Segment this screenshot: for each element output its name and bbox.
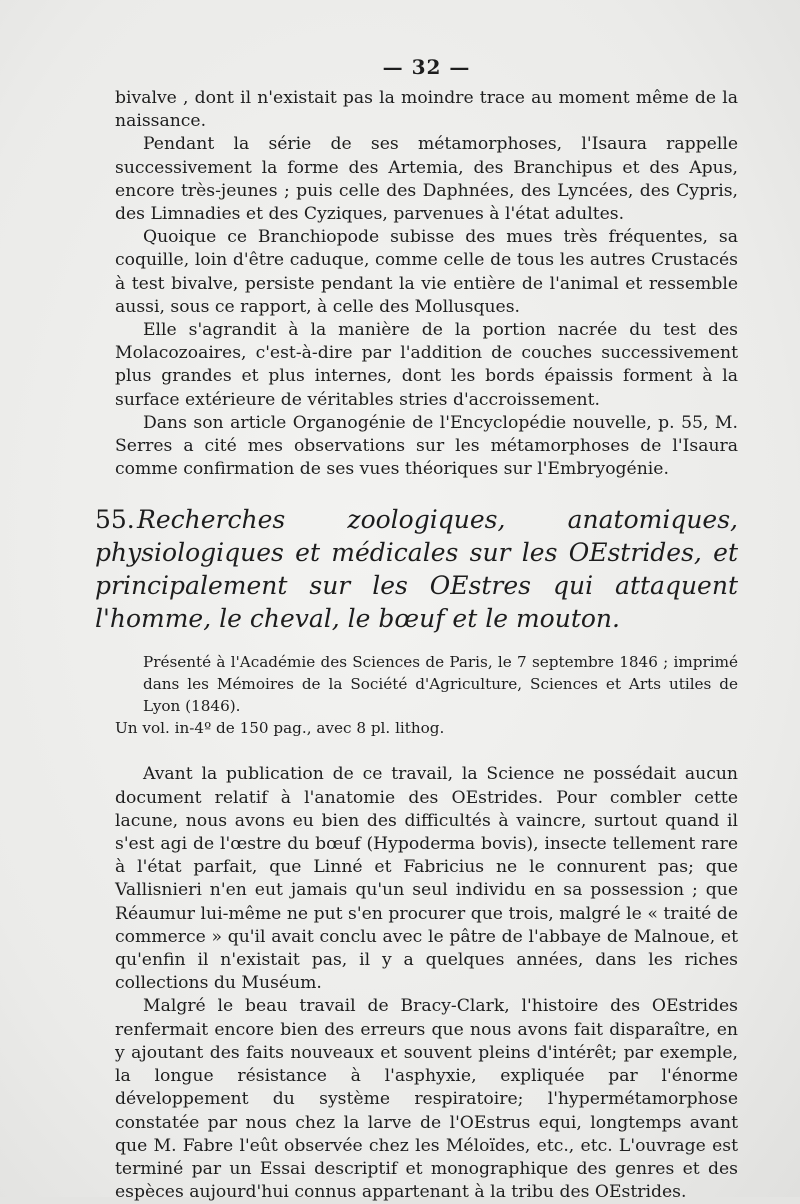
publication-info xyxy=(115,651,738,739)
paragraph-4: Elle s'agrandit à la manière de la portion nacrée du test des Molacozoaires, c'est-à-dire par l'addition de couches successivement plus grandes et plus internes, dont les bords épaissis forment à la surface extérieure de véritables stries d'accroissement. xyxy=(115,320,738,410)
publication-details: Présenté à l'Académie des Sciences de Paris, le 7 septembre 1846 ; imprimé dans les Mémoires de la Société d'Agriculture, Sciences et Arts utiles de Lyon (1846). xyxy=(143,653,738,716)
paragraph-1: bivalve , dont il n'existait pas la moindre trace au moment même de la naissance. xyxy=(115,88,738,132)
section-title: Recherches zoologiques, anatomiques, physiologiques et médicales sur les OEstrides, et principalement sur les OEstres qui attaquent l'homme, le cheval, le bœuf et le mouton. xyxy=(95,505,738,634)
page-number: — 32 — xyxy=(382,55,471,79)
section-heading xyxy=(95,503,738,635)
paragraph-5: Dans son article Organogénie de l'Encyclopédie nouvelle, p. 55, M. Serres a cité mes observations sur les métamorphoses de l'Isaura comme confirmation de ses vues théoriques sur l'Embryogénie. xyxy=(115,412,738,480)
paragraph-7: Malgré le beau travail de Bracy-Clark, l'histoire des OEstrides renfermait encore bien des erreurs que nous avons fait disparaître, en y ajoutant des faits nouveaux et souvent pleins d'intérêt; par exemple, la longue résistance à l'asphyxie, expliquée par l'énorme développement du système respiratoire; l'hypermétamorphose constatée par nous chez la larve de l'OEstrus equi, longtemps avant que M. Fabre l'eût observée chez les Méloïdes, etc., etc. L'ouvrage est terminé par un Essai descriptif et monographique des genres et des espèces aujourd'hui connus appartenant à la tribu des OEstrides. xyxy=(115,996,738,1203)
paragraph-2: Pendant la série de ses métamorphoses, l'Isaura rappelle successivement la forme des Artemia, des Branchipus et des Apus, encore très-jeunes ; puis celle des Daphnées, des Lyncées, des Cypris, des Limnadies et des Cyziques, parvenues à l'état adultes. xyxy=(115,134,738,225)
volume-details: Un vol. in-4º de 150 pag., avec 8 pl. lithog. xyxy=(115,719,445,738)
section-number: 55. xyxy=(95,505,135,535)
paragraph-3: Quoique ce Branchiopode subisse des mues très fréquentes, sa coquille, loin d'être caduque, comme celle de tous les autres Crustacés à test bivalve, persiste pendant la vie entière de l'animal et ressemble aussi, sous ce rapport, à celle des Mollusques. xyxy=(115,227,738,317)
paragraph-6: Avant la publication de ce travail, la Science ne possédait aucun document relatif à l'anatomie des OEstrides. Pour combler cette lacune, nous avons eu bien des difficultés à vaincre, surtout quand il s'est agi de l'œstre du bœuf (Hypoderma bovis), insecte tellement rare à l'état parfait, que Linné et Fabricius ne le connurent pas; que Vallisnieri n'en eut jamais qu'un seul individu en sa possession ; que Réaumur lui-même ne put s'en procurer que trois, malgré le « traité de commerce » qu'il avait conclu avec le pâtre de l'abbaye de Malnoue, et qu'enfin il n'existait pas, il y a quelques années, dans les riches collections du Muséum. xyxy=(115,764,738,994)
